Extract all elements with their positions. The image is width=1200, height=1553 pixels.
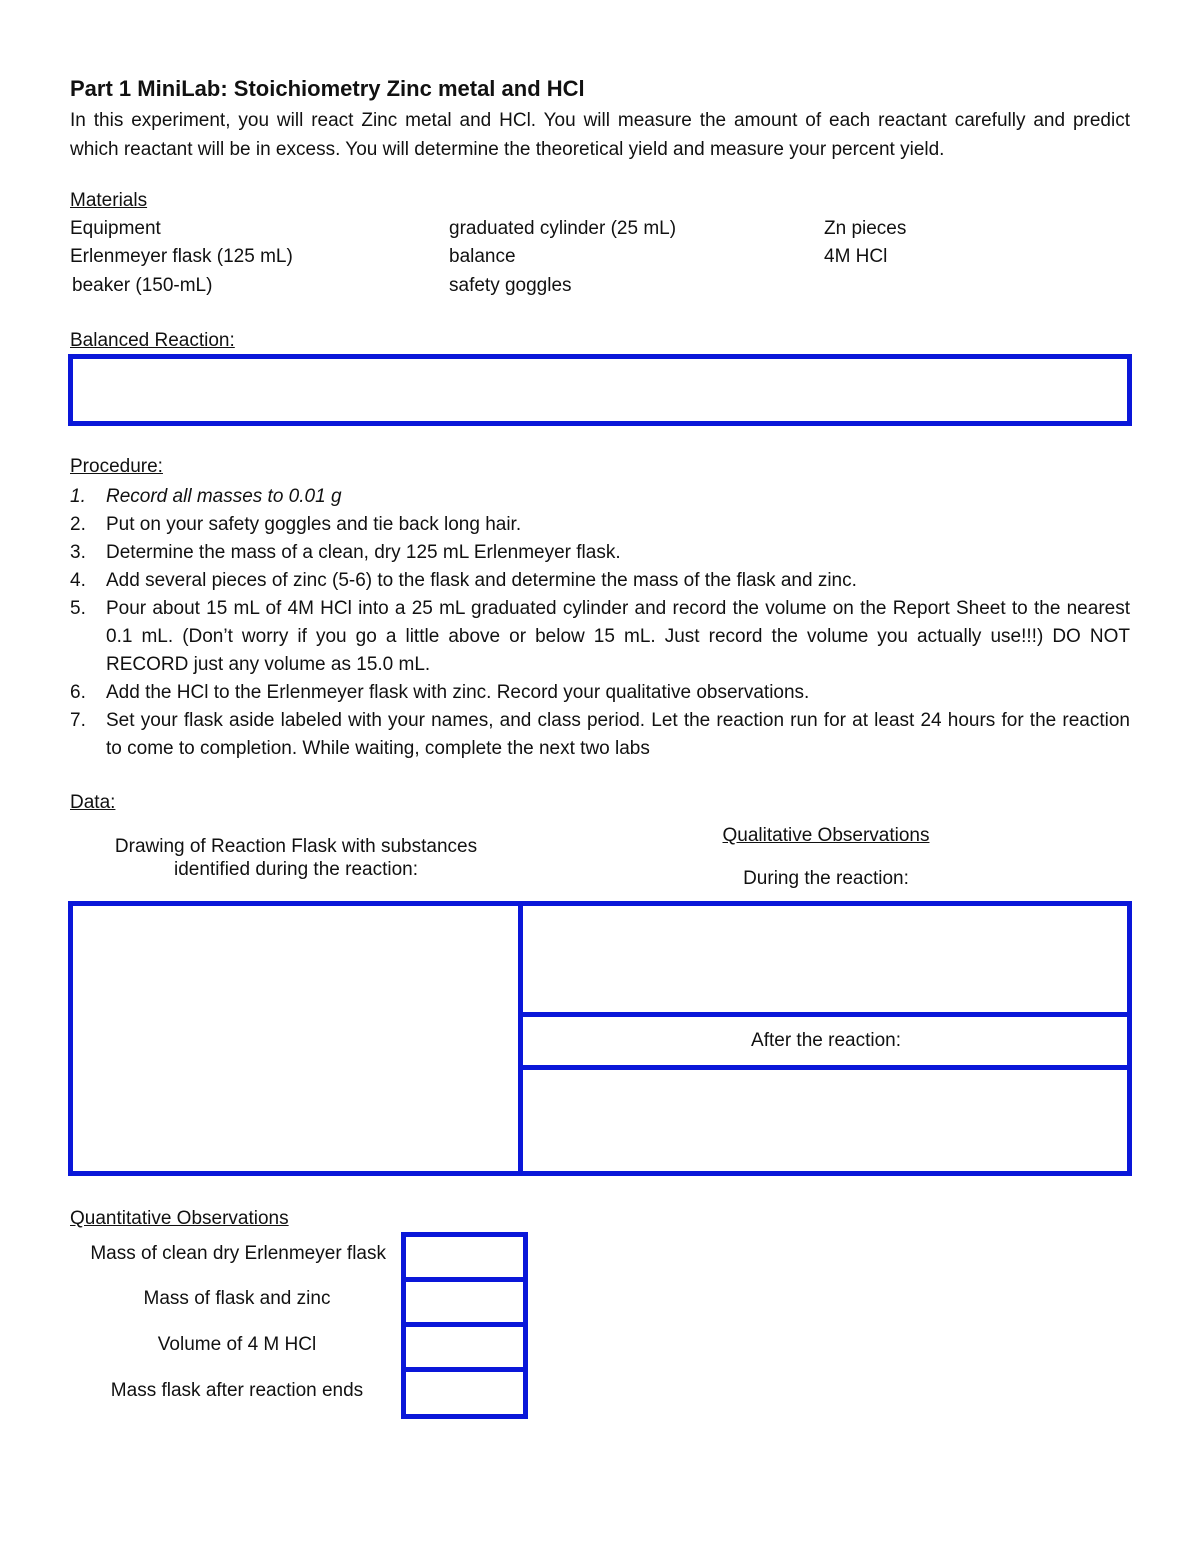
step-text: Set your flask aside labeled with your names, and class period. Let the reaction run for at least 24 hours for the reaction to come to completion. While waiting, complete the next two labs	[106, 710, 1130, 759]
step-text: Add several pieces of zinc (5-6) to the flask and determine the mass of the flask and zinc.	[106, 570, 857, 591]
drawing-label: identified during the reaction:	[174, 859, 418, 880]
materials-item: Equipment	[70, 218, 161, 239]
during-label: During the reaction:	[743, 868, 909, 889]
quantitative-label: Mass of clean dry Erlenmeyer flask	[90, 1243, 386, 1264]
materials-item: 4M HCl	[824, 246, 888, 267]
box-divider	[1127, 1012, 1132, 1070]
quantitative-heading: Quantitative Observations	[70, 1208, 289, 1229]
balanced-reaction-heading: Balanced Reaction:	[70, 330, 235, 351]
step-number: 4.	[70, 570, 86, 591]
step-number: 2.	[70, 514, 86, 535]
drawing-box[interactable]	[68, 901, 523, 1176]
after-label: After the reaction:	[751, 1030, 901, 1051]
drawing-label: Drawing of Reaction Flask with substances	[114, 836, 478, 857]
procedure-list	[70, 483, 1130, 763]
procedure-heading: Procedure:	[70, 456, 163, 477]
procedure-step	[70, 567, 1130, 595]
page-title: Part 1 MiniLab: Stoichiometry Zinc metal and HCl	[70, 76, 585, 101]
procedure-step	[70, 707, 1130, 763]
materials-item: Erlenmeyer flask (125 mL)	[70, 246, 293, 267]
step-number: 3.	[70, 542, 86, 563]
step-text: Add the HCl to the Erlenmeyer flask with zinc. Record your qualitative observations.	[106, 682, 810, 703]
materials-item: safety goggles	[449, 275, 572, 296]
procedure-step	[70, 595, 1130, 679]
procedure-step	[70, 483, 1130, 511]
materials-item: graduated cylinder (25 mL)	[449, 218, 677, 239]
materials-item: Zn pieces	[824, 218, 907, 239]
balanced-reaction-box[interactable]	[68, 354, 1132, 426]
procedure-step	[70, 511, 1130, 539]
materials-item: beaker (150-mL)	[72, 275, 213, 296]
materials-heading: Materials	[70, 190, 148, 211]
step-number: 5.	[70, 598, 86, 619]
step-text: Pour about 15 mL of 4M HCl into a 25 mL graduated cylinder and record the volume on the Report Sheet to the nearest 0.1 mL. (Don’t worry if you go a little above or below 15 mL. Just record the volume you actually use!!!) DO NOT RECORD just any volume as 15.0 mL.	[106, 598, 1130, 675]
procedure-step	[70, 679, 1130, 707]
step-text: Determine the mass of a clean, dry 125 mL Erlenmeyer flask.	[106, 542, 621, 563]
after-observations-box[interactable]	[518, 1065, 1132, 1176]
intro-paragraph: In this experiment, you will react Zinc metal and HCl. You will measure the amount of each reactant carefully and predict which reactant will be in excess. You will determine the theoretical yield and measure your percent yield.	[70, 110, 1130, 160]
quantitative-label: Mass of flask and zinc	[143, 1288, 331, 1309]
during-observations-box[interactable]	[518, 901, 1132, 1017]
quantitative-label: Mass flask after reaction ends	[110, 1380, 364, 1401]
mass-after-reaction-input[interactable]	[401, 1367, 528, 1419]
step-text: Put on your safety goggles and tie back long hair.	[106, 514, 522, 535]
volume-hcl-input[interactable]	[401, 1322, 528, 1372]
step-number: 6.	[70, 682, 86, 703]
step-number: 1.	[70, 486, 86, 507]
step-number: 7.	[70, 710, 86, 731]
mass-flask-zinc-input[interactable]	[401, 1277, 528, 1327]
materials-item: balance	[449, 246, 516, 267]
mass-clean-flask-input[interactable]	[401, 1232, 528, 1282]
qualitative-heading: Qualitative Observations	[722, 825, 930, 846]
procedure-step	[70, 539, 1130, 567]
data-heading: Data:	[70, 792, 116, 813]
quantitative-label: Volume of 4 M HCl	[157, 1334, 317, 1355]
step-text: Record all masses to 0.01 g	[106, 486, 342, 507]
